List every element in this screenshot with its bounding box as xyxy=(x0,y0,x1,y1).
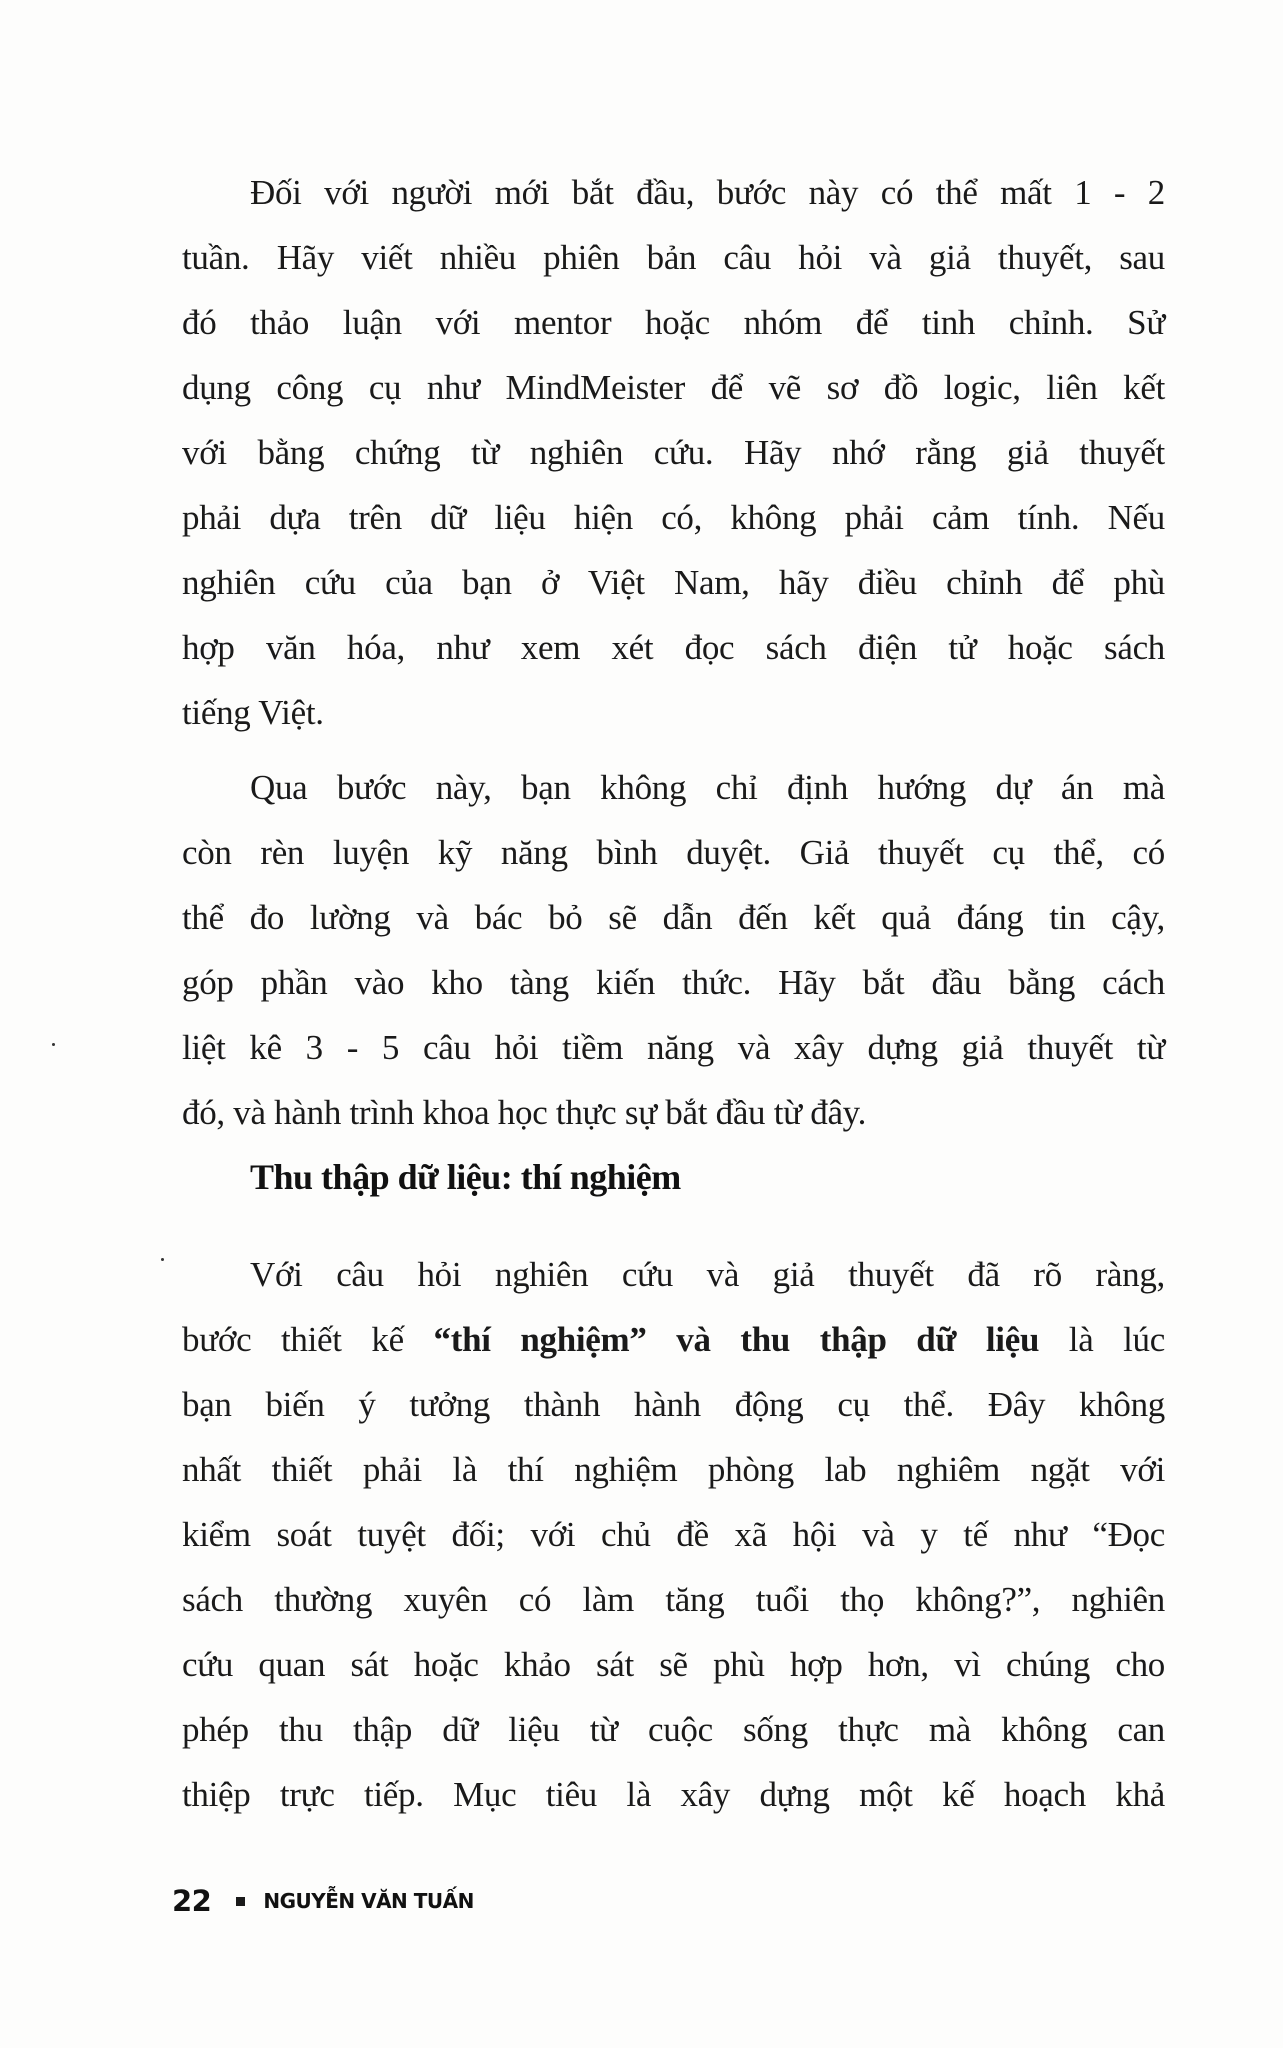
paragraph-line: Qua bước này, bạn không chỉ định hướng dự án mà xyxy=(250,768,1165,807)
paragraph-line: cứu quan sát hoặc khảo sát sẽ phù hợp hơn, vì chúng cho xyxy=(182,1645,1165,1684)
paragraph-line: Đối với người mới bắt đầu, bước này có thể mất 1 - 2 xyxy=(250,173,1165,212)
text-span xyxy=(647,1320,677,1359)
paragraph-line: thể đo lường và bác bỏ sẽ dẫn đến kết quả đáng tin cậy, xyxy=(182,898,1165,937)
paragraph-line: đó thảo luận với mentor hoặc nhóm để tinh chỉnh. Sử xyxy=(182,303,1165,342)
paragraph-line: bạn biến ý tưởng thành hành động cụ thể. Đây không xyxy=(182,1385,1165,1424)
bold-term-data-collection: và thu thập dữ liệu xyxy=(676,1320,1040,1359)
section-heading: Thu thập dữ liệu: thí nghiệm xyxy=(250,1157,681,1197)
paragraph-line-with-bold xyxy=(182,1307,1165,1372)
paragraph-line: Với câu hỏi nghiên cứu và giả thuyết đã rõ ràng, xyxy=(250,1255,1165,1294)
paragraph-line: sách thường xuyên có làm tăng tuổi thọ không?”, nghiên xyxy=(182,1580,1165,1619)
paragraph-line: phép thu thập dữ liệu từ cuộc sống thực mà không can xyxy=(182,1710,1165,1749)
paragraph-line: kiểm soát tuyệt đối; với chủ đề xã hội và y tế như “Đọc xyxy=(182,1515,1165,1554)
page-number: 22 xyxy=(172,1884,212,1918)
paragraph-line: nhất thiết phải là thí nghiệm phòng lab nghiêm ngặt với xyxy=(182,1450,1165,1489)
paragraph-line: thiệp trực tiếp. Mục tiêu là xây dựng một kế hoạch khả xyxy=(182,1775,1165,1814)
paragraph-line: đó, và hành trình khoa học thực sự bắt đầu từ đây. xyxy=(182,1093,867,1132)
author-name: NGUYỄN VĂN TUẤN xyxy=(263,1889,474,1913)
paragraph-line: phải dựa trên dữ liệu hiện có, không phải cảm tính. Nếu xyxy=(182,498,1165,537)
square-bullet-icon xyxy=(236,1897,245,1906)
paragraph-line: còn rèn luyện kỹ năng bình duyệt. Giả thuyết cụ thể, có xyxy=(182,833,1165,872)
text-span: bước thiết kế xyxy=(182,1320,434,1359)
scan-speck xyxy=(52,1043,55,1046)
paragraph-line: tuần. Hãy viết nhiều phiên bản câu hỏi và giả thuyết, sau xyxy=(182,238,1165,277)
paragraph-line: với bằng chứng từ nghiên cứu. Hãy nhớ rằng giả thuyết xyxy=(182,433,1165,472)
text-span: là lúc xyxy=(1039,1320,1165,1359)
bold-term-experiment: “thí nghiệm” xyxy=(433,1320,647,1359)
paragraph-line: nghiên cứu của bạn ở Việt Nam, hãy điều chỉnh để phù xyxy=(182,563,1165,602)
scan-speck xyxy=(161,1258,164,1261)
paragraph-line: góp phần vào kho tàng kiến thức. Hãy bắt đầu bằng cách xyxy=(182,963,1165,1002)
page-footer xyxy=(172,1883,474,1919)
paragraph-line: hợp văn hóa, như xem xét đọc sách điện tử hoặc sách xyxy=(182,628,1165,667)
paragraph-line: liệt kê 3 - 5 câu hỏi tiềm năng và xây dựng giả thuyết từ xyxy=(182,1028,1165,1067)
paragraph-line: dụng công cụ như MindMeister để vẽ sơ đồ logic, liên kết xyxy=(182,368,1165,407)
paragraph-line: tiếng Việt. xyxy=(182,693,324,732)
